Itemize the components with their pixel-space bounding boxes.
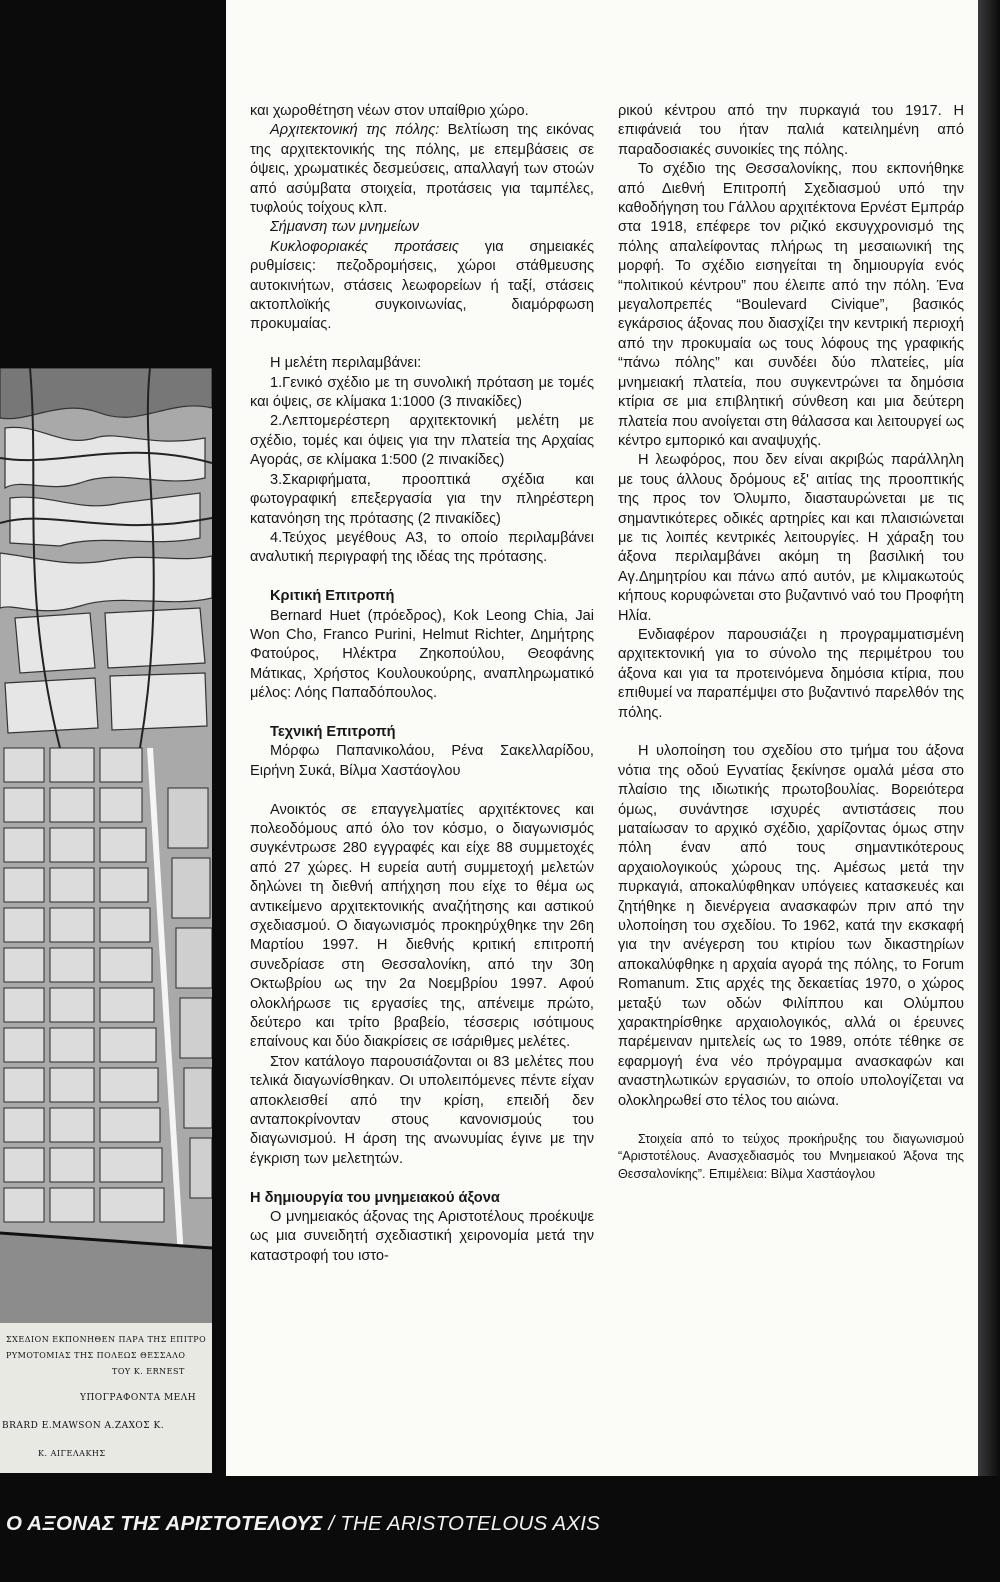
text-column-right <box>618 102 964 1183</box>
term-text: για σημειακές ρυθμίσεις: πεζοδρομήσεις, χώροι στάθμευσης αυτοκινήτων, στάσεις λεωφορείων ή ταξί, στάσεις ακτοπλοϊκής συγκοινωνίας, διαμόρφωση προκυμαίας. <box>250 238 595 333</box>
caption-line: ΣΧΕΔΙΟΝ ΕΚΠΟΝΗΘΕΝ ΠΑΡΑ ΤΗΣ ΕΠΙΤΡΟ <box>6 1335 207 1344</box>
paragraph: Bernard Huet (πρόεδρος), Kok Leong Chia, Jai Won Cho, Franco Purini, Helmut Richter, Δημήτρης Φατούρος, Ηλέκτρα Ζηκοπούλου, Θεοφάνης Μάτικας, Χρήστος Κουλουκούρης, αναπληρωματικό μέλος: Λόης Παπαδόπουλος. <box>250 607 594 702</box>
caption-line: K. ΑΙΓΕΛΑΚΗΣ <box>38 1449 106 1458</box>
paragraph: Το σχέδιο της Θεσσαλονίκης, που εκπονήθηκε από Διεθνή Επιτροπή Σχεδιασμού υπό την καθοδήγηση του Γάλλου αρχιτέκτονα Ερνέστ Εμπράρ στα 1918, επέφερε τον ριζικό εκσυγχρονισμό της πόλης απαλείφοντας πλήρως τη μεσαιωνική της μορφή. Το σχέδιο εισηγείται τη δημιουργία ενός “πολιτικού κέντρου” που έλειπε από την πόλη. Ένα μεγαλοπρεπές “Boulevard Civique”, βασικός εγκάρσιος άξονας που διασχίζει την κεντρική περιοχή από την προκυμαία ως τους λόφους της γραφικής “πάνω πόλης” και συνδέει δύο πλατείες, μία μνημειακή πλατεία, που συγκεντρώνει τα δημόσια κτίρια σε μια επιβλητική σύνθεση και μια δεύτερη πλατεία που ανοίγεται στη θάλασσα και λειτουργεί ως κέντρο εμπορικό και αναψυχής. <box>618 161 964 449</box>
article-page <box>226 0 978 1582</box>
running-title <box>6 1512 600 1536</box>
paragraph: Ενδιαφέρον παρουσιάζει η προγραμματισμένη αρχιτεκτονική για το σύνολο της περιμέτρου του άξονα και για τα προτεινόμενα δημόσια κτίρια, που επιθυμεί να παραπέμψει στο βυζαντινό παρελθόν της πόλης. <box>618 626 964 721</box>
term-text: Βελτίωση της εικόνας της αρχιτεκτονικής της πόλης, με επεμβάσεις σε όψεις, χρωματικές δεσμεύσεις, απαλλαγή των στοών από ασύμβατα στοιχεία, προτάσεις για ταμπέλες, τυφλούς τοίχους κλπ. <box>250 122 595 217</box>
paragraph: Η λεωφόρος, που δεν είναι ακριβώς παράλληλη με τους άλλους δρόμους εξ' αιτίας της προοπτικής της προς τον Όλυμπο, διασταυρώνεται με τις σημαντικότερες οδικές αρτηρίες και και πλαισιώνεται με τις λοιπές κεντρικές λειτουργίες. Η χάραξη του άξονα περιλαμβάνει ακόμη τη βασιλική του Αγ.Δημητρίου και πάνω από αυτόν, με κλιμακωτούς κήπους κορυφώνεται στο βυζαντινό ναό του Προφήτη Ηλία. <box>618 452 964 624</box>
historic-city-plan-image <box>0 368 212 1473</box>
caption-line: ΥΠΟΓΡΑΦΟΝΤΑ ΜΕΛΗ <box>80 1393 197 1403</box>
city-plan-drawing <box>0 368 212 1323</box>
running-title-greek: Ο ΑΞΟΝΑΣ ΤΗΣ ΑΡΙΣΤΟΤΕΛΟΥΣ <box>6 1512 323 1535</box>
paragraph <box>250 121 594 218</box>
paragraph: Σήμανση των μνημείων <box>270 219 420 236</box>
paragraph: Η μελέτη περιλαμβάνει: <box>270 355 422 372</box>
term-label: Αρχιτεκτονική της πόλης: <box>270 122 440 139</box>
caption-line: ΡΥΜΟΤΟΜΙΑΣ ΤΗΣ ΠΟΛΕΩΣ ΘΕΣΣΑΛΟ <box>6 1351 186 1360</box>
paragraph: και χωροθέτηση νέων στον υπαίθριο χώρο. <box>250 103 529 119</box>
paragraph: Στον κατάλογο παρουσιάζονται οι 83 μελέτες που τελικά διαγωνίσθηκαν. Οι υπολειπόμενες πέντε είχαν αποκλεισθεί από την κρίση, επειδή δεν ανταποκρίνονταν στους κανονισμούς του διαγωνισμού. Η άρση της ανωνυμίας έγινε με την έγκριση των μελετητών. <box>250 1053 594 1167</box>
paragraph: Ο μνημειακός άξονας της Αριστοτέλους προέκυψε ως μια συνειδητή σχεδιαστική χειρονομία μετά την καταστροφή του ιστο- <box>250 1209 594 1264</box>
section-heading: Τεχνική Επιτροπή <box>270 723 396 740</box>
source-note: Στοιχεία από το τεύχος προκήρυξης του διαγωνισμού “Αριστοτέλους. Ανασχεδιασμός του Μνημειακού Άξονα της Θεσσαλονίκης”. Επιμέλεια: Βίλμα Χαστάογλου <box>618 1131 964 1181</box>
caption-line: BRARD E.MAWSON A.ZAXOΣ K. <box>2 1421 165 1431</box>
list-item: 4.Τεύχος μεγέθους Α3, το οποίο περιλαμβάνει αναλυτική περιγραφή της ιδέας της πρότασης. <box>250 529 594 566</box>
text-column-left <box>250 102 594 1266</box>
page-edge-shadow <box>978 0 1000 1582</box>
city-plan-caption <box>0 1323 212 1473</box>
term-label: Κυκλοφοριακές προτάσεις <box>270 238 460 255</box>
paragraph <box>250 238 594 335</box>
caption-line: ΤΟΥ Κ. ERNEST <box>112 1367 185 1376</box>
list-item: 2.Λεπτομερέστερη αρχιτεκτονική μελέτη με σχέδιο, τομές και όψεις για την πλατεία της Αρχαίας Αγοράς, σε κλίμακα 1:500 (2 πινακίδες) <box>250 413 594 469</box>
running-title-english: / THE ARISTOTELOUS AXIS <box>322 1512 601 1535</box>
paragraph: Ανοικτός σε επαγγελματίες αρχιτέκτονες και πολεοδόμους από όλο τον κόσμο, ο διαγωνισμός συγκέντρωσε 280 εγγραφές και είχε 88 συμμετοχές από 27 χώρες. Η ευρεία αυτή συμμετοχή μελετών δηλώνει τη διεθνή απήχηση που είχε το θέμα ως αντικείμενο αρχιτεκτονικής αναζήτησης και αστικού σχεδιασμού. Ο διαγωνισμός προκηρύχθηκε την 26η Μαρτίου 1997. Η διεθνής κριτική επιτροπή συνεδρίασε στη Θεσσαλονίκη, από την 30η Οκτωβρίου ως την 2α Νοεμβρίου 1997. Αφού ολοκλήρωσε τις εργασίες της, απένειμε πρώτο, δεύτερο και τρίτο βραβείο, τέσσερις ισότιμους επαίνους και δύο διακρίσεις σε ισάριθμες μελέτες. <box>250 801 594 1051</box>
list-item: 1.Γενικό σχέδιο με τη συνολική πρόταση με τομές και όψεις, σε κλίμακα 1:1000 (3 πινακίδες) <box>250 374 594 411</box>
section-heading: Κριτική Επιτροπή <box>270 588 395 605</box>
paragraph: Η υλοποίηση του σχεδίου στο τμήμα του άξονα νότια της οδού Εγνατίας ξεκίνησε ομαλά μέσα στο πλαίσιο της ιδιωτικής πρωτοβουλίας. Βορειότερα όμως, συνάντησε ισχυρές αντιστάσεις που ματαίωσαν το αρχικό σχέδιο, χαρίζοντας όμως στην πόλη έναν από τους σημαντικότερους αρχαιολογικούς χώρους της. Αμέσως μετά την πυρκαγιά, αποκαλύφθηκαν υπόγειες κατασκευές και ζητήθηκε η διενέργεια ανασκαφών πριν από την υλοποίηση του σχεδίου. Το 1962, κατά την εκσκαφή για την ανέγερση του κτιρίου των δικαστηρίων αποκαλύφθηκε η αρχαία αγορά της πόλης, το Forum Romanum. Στις αρχές της δεκαετίας 1970, ο χώρος μεταξύ των οδών Φιλίππου και Ολύμπου χαρακτηρίσθηκε αρχαιολογικός, αλλά οι έρευνες παρέμειναν ημιτελείς ως το 1989, οπότε τέθηκε σε εφαρμογή ένα νέο πρόγραμμα ανασκαφών και αναστηλωτικών εργασιών, το οποίο υπολογίζεται να ολοκληρωθεί στο τέλος του αιώνα. <box>618 743 964 1109</box>
page-footer <box>0 1476 1000 1582</box>
paragraph: ρικού κέντρου από την πυρκαγιά του 1917. Η επιφάνειά του ήταν παλιά κατειλημένη από παραδοσιακές συνοικίες της πόλης. <box>618 103 964 158</box>
section-heading: Η δημιουργία του μνημειακού άξονα <box>250 1189 500 1206</box>
list-item: 3.Σκαριφήματα, προοπτικά σχέδια και φωτογραφική επεξεργασία για την πληρέστερη κατανόηση της πρότασης (2 πινακίδες) <box>250 471 594 527</box>
paragraph: Μόρφω Παπανικολάου, Ρένα Σακελλαρίδου, Ειρήνη Συκά, Βίλμα Χαστάογλου <box>250 743 594 779</box>
